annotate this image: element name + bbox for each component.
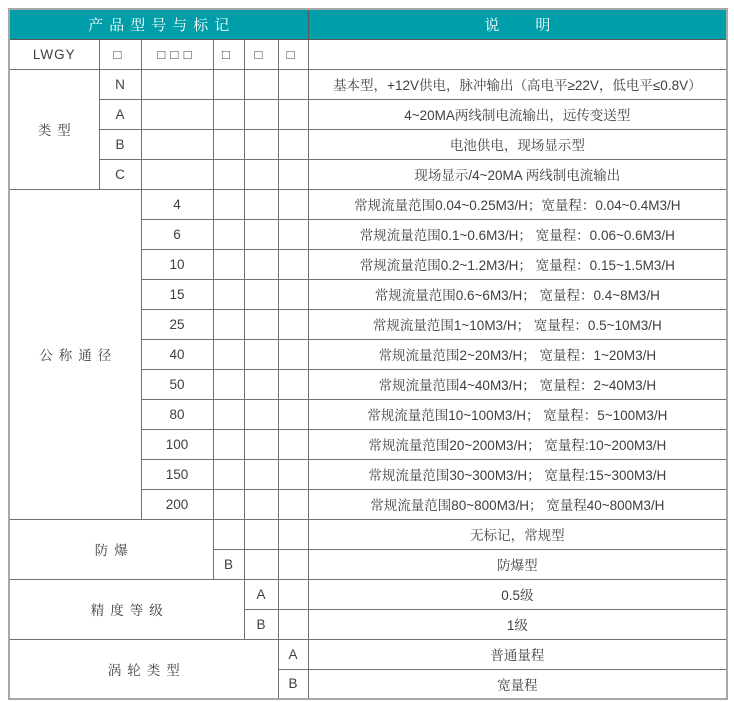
empty-cell (213, 279, 244, 309)
empty-cell (244, 129, 278, 159)
model-box-cell: □ (99, 39, 141, 69)
empty-cell (278, 429, 308, 459)
accuracy-row (9, 579, 727, 609)
empty-cell (141, 99, 213, 129)
empty-cell (278, 519, 308, 549)
description-cell: 常规流量范围4~40M3/H； 宽量程：2~40M3/H (308, 369, 727, 399)
description-cell: 1级 (308, 609, 727, 639)
size-cell: 150 (141, 459, 213, 489)
description-cell: 常规流量范围0.04~0.25M3/H；宽量程：0.04~0.4M3/H (308, 189, 727, 219)
description-cell: 普通量程 (308, 639, 727, 669)
table-header-product-model-label: 产品型号与标记 (88, 16, 236, 34)
empty-cell (308, 39, 727, 69)
code-cell (213, 519, 244, 549)
size-cell: 15 (141, 279, 213, 309)
empty-cell (278, 189, 308, 219)
code-cell: B (213, 549, 244, 579)
description-cell: 常规流量范围30~300M3/H； 宽量程:15~300M3/H (308, 459, 727, 489)
empty-cell (213, 339, 244, 369)
empty-cell (141, 69, 213, 99)
code-cell: C (99, 159, 141, 189)
size-cell: 25 (141, 309, 213, 339)
empty-cell (244, 219, 278, 249)
size-cell: 80 (141, 399, 213, 429)
empty-cell (213, 459, 244, 489)
empty-cell (244, 399, 278, 429)
empty-cell (213, 249, 244, 279)
section-label-accuracy-text: 精度等级 (90, 603, 169, 618)
diameter-row (9, 189, 727, 219)
type-row (9, 159, 727, 189)
empty-cell (141, 129, 213, 159)
code-cell: A (244, 579, 278, 609)
description-cell: 电池供电，现场显示型 (308, 129, 727, 159)
size-cell: 10 (141, 249, 213, 279)
empty-cell (213, 489, 244, 519)
size-cell: 100 (141, 429, 213, 459)
turbine-row (9, 639, 727, 669)
section-label-type (9, 69, 99, 189)
description-cell: 常规流量范围10~100M3/H； 宽量程：5~100M3/H (308, 399, 727, 429)
empty-cell (278, 369, 308, 399)
size-cell: 4 (141, 189, 213, 219)
empty-cell (244, 309, 278, 339)
empty-cell (244, 489, 278, 519)
empty-cell (213, 159, 244, 189)
code-cell: B (244, 609, 278, 639)
description-cell: 常规流量范围2~20M3/H； 宽量程：1~20M3/H (308, 339, 727, 369)
empty-cell (278, 69, 308, 99)
header-row (9, 9, 727, 39)
table-header-product-model (9, 9, 308, 39)
explosion-row (9, 519, 727, 549)
empty-cell (213, 99, 244, 129)
description-cell: 防爆型 (308, 549, 727, 579)
empty-cell (278, 489, 308, 519)
code-cell: B (278, 669, 308, 699)
section-label-explosion (9, 519, 213, 579)
empty-cell (244, 249, 278, 279)
empty-cell (213, 69, 244, 99)
description-cell: 0.5级 (308, 579, 727, 609)
section-label-diameter (9, 189, 141, 519)
empty-cell (213, 129, 244, 159)
empty-cell (244, 549, 278, 579)
description-cell: 无标记，常规型 (308, 519, 727, 549)
section-label-turbine (9, 639, 278, 699)
empty-cell (213, 219, 244, 249)
empty-cell (278, 219, 308, 249)
empty-cell (278, 279, 308, 309)
empty-cell (278, 459, 308, 489)
empty-cell (278, 609, 308, 639)
empty-cell (278, 99, 308, 129)
section-label-type-text: 类型 (37, 123, 77, 138)
empty-cell (244, 459, 278, 489)
model-box-cell: □□□ (141, 39, 213, 69)
description-cell: 常规流量范围0.6~6M3/H； 宽量程：0.4~8M3/H (308, 279, 727, 309)
model-code-row (9, 39, 727, 69)
description-cell: 现场显示/4~20MA 两线制电流输出 (308, 159, 727, 189)
empty-cell (278, 339, 308, 369)
empty-cell (278, 159, 308, 189)
product-model-spec-table (8, 8, 728, 700)
empty-cell (278, 309, 308, 339)
description-cell: 常规流量范围0.2~1.2M3/H； 宽量程：0.15~1.5M3/H (308, 249, 727, 279)
size-cell: 40 (141, 339, 213, 369)
description-cell: 常规流量范围1~10M3/H； 宽量程：0.5~10M3/H (308, 309, 727, 339)
type-row (9, 129, 727, 159)
description-cell: 4~20MA两线制电流输出，远传变送型 (308, 99, 727, 129)
type-row (9, 69, 727, 99)
description-cell: 常规流量范围20~200M3/H； 宽量程:10~200M3/H (308, 429, 727, 459)
code-cell: A (278, 639, 308, 669)
empty-cell (244, 339, 278, 369)
empty-cell (278, 399, 308, 429)
empty-cell (213, 399, 244, 429)
empty-cell (213, 429, 244, 459)
description-cell: 基本型，+12V供电，脉冲输出（高电平≥22V，低电平≤0.8V） (308, 69, 727, 99)
empty-cell (244, 519, 278, 549)
description-cell: 常规流量范围0.1~0.6M3/H； 宽量程：0.06~0.6M3/H (308, 219, 727, 249)
empty-cell (213, 369, 244, 399)
code-cell: A (99, 99, 141, 129)
model-box-cell: □ (213, 39, 244, 69)
section-label-diameter-text: 公称通径 (39, 348, 118, 363)
table-header-description (308, 9, 727, 39)
section-label-explosion-text: 防爆 (94, 543, 134, 558)
empty-cell (213, 189, 244, 219)
description-cell: 常规流量范围80~800M3/H； 宽量程40~800M3/H (308, 489, 727, 519)
empty-cell (278, 249, 308, 279)
model-box-cell: □ (278, 39, 308, 69)
empty-cell (244, 189, 278, 219)
empty-cell (244, 69, 278, 99)
type-row (9, 99, 727, 129)
empty-cell (278, 579, 308, 609)
empty-cell (244, 369, 278, 399)
empty-cell (244, 99, 278, 129)
model-prefix-cell: LWGY (9, 39, 99, 69)
code-cell: N (99, 69, 141, 99)
empty-cell (244, 159, 278, 189)
section-label-turbine-text: 涡轮类型 (107, 662, 186, 678)
empty-cell (213, 309, 244, 339)
empty-cell (244, 279, 278, 309)
empty-cell (244, 429, 278, 459)
empty-cell (278, 129, 308, 159)
empty-cell (141, 159, 213, 189)
size-cell: 200 (141, 489, 213, 519)
code-cell: B (99, 129, 141, 159)
section-label-accuracy (9, 579, 244, 639)
size-cell: 50 (141, 369, 213, 399)
table-header-description-label: 说明 (484, 16, 587, 34)
description-cell: 宽量程 (308, 669, 727, 699)
model-box-cell: □ (244, 39, 278, 69)
size-cell: 6 (141, 219, 213, 249)
empty-cell (278, 549, 308, 579)
